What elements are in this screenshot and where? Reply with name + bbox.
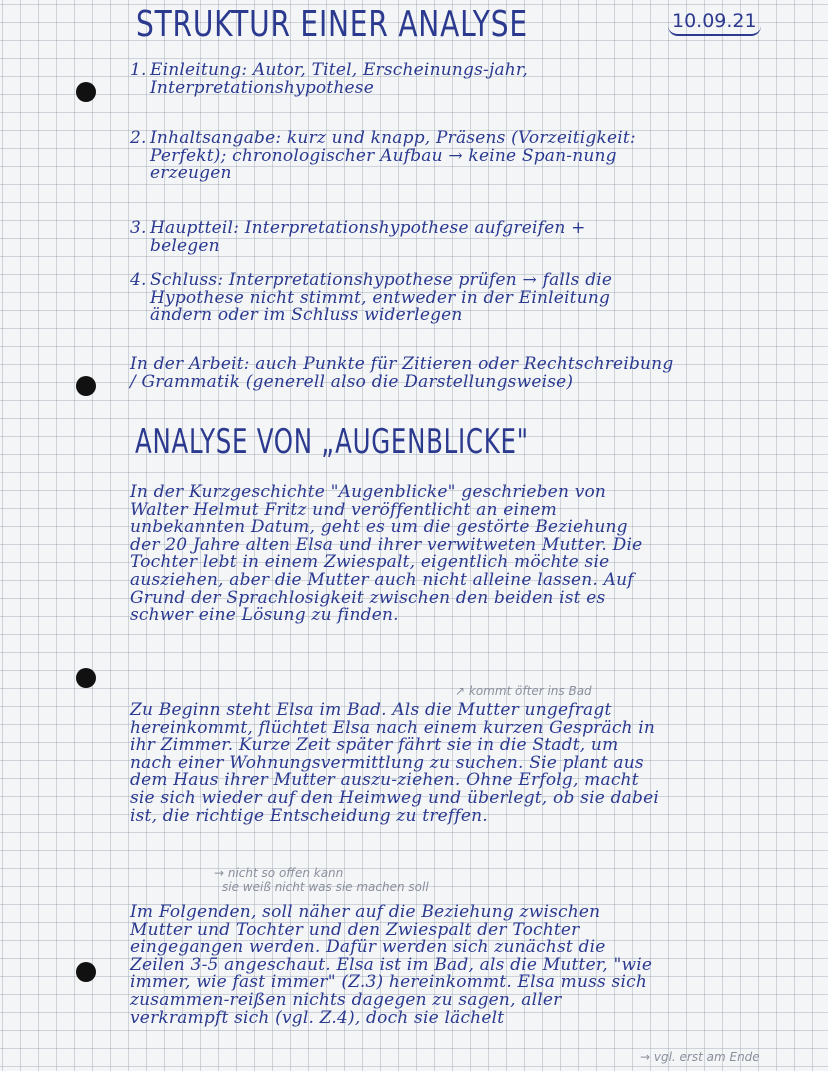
- date-label: 10.09.21: [668, 10, 761, 36]
- list-item-number: 4.: [130, 270, 147, 290]
- list-item-number: 1.: [130, 60, 147, 80]
- list-item: [130, 220, 650, 272]
- section-title: ANALYSE VON „AUGENBLICKE": [135, 422, 529, 462]
- exam-note: In der Arbeit: auch Punkte für Zitieren oder Rechtschreibung / Grammatik (generell also die Darstellungsweise): [130, 354, 674, 392]
- main-paragraph: Im Folgenden, soll näher auf die Beziehung zwischen Mutter und Tochter und den Zwiespalt der Tochter eingegangen werden. Dafür werden sich zunächst die Zeilen 3-5 angeschaut. Elsa ist im Bad, als die Mutter, "wie immer, wie fast immer" (Z.3) hereinkommt. Elsa muss sich zusammen-reißen nichts dagegen zu sagen, aller verkrampft sich (vgl. Z.4), doch sie lächelt: [130, 902, 653, 1028]
- margin-note: → vgl. erst am Ende: [640, 1050, 760, 1064]
- margin-note: sie weiß nicht was sie machen soll: [222, 880, 429, 894]
- list-item-text: Inhaltsangabe: kurz und knapp, Präsens (Vorzeitigkeit: Perfekt); chronologischer Aufbau → keine Span-nung erzeugen: [150, 128, 636, 184]
- list-item: [130, 62, 650, 130]
- list-item-number: 3.: [130, 218, 147, 238]
- margin-note: ↗ kommt öfter ins Bad: [455, 684, 592, 698]
- binder-hole: [76, 376, 96, 396]
- list-item: [130, 130, 650, 220]
- page-title: STRUKTUR EINER ANALYSE: [136, 4, 528, 45]
- binder-hole: [76, 82, 96, 102]
- binder-hole: [76, 668, 96, 688]
- structure-list: [130, 62, 650, 362]
- list-item-text: Schluss: Interpretationshypothese prüfen → falls die Hypothese nicht stimmt, entweder in der Einleitung ändern oder im Schluss widerlegen: [150, 270, 613, 326]
- margin-note: → nicht so offen kann: [214, 866, 344, 880]
- intro-paragraph: In der Kurzgeschichte "Augenblicke" geschrieben von Walter Helmut Fritz und veröffentlicht an einem unbekannten Datum, geht es um die gestörte Beziehung der 20 Jahre alten Elsa und ihrer verwitweten Mutter. Die Tochter lebt in einem Zwiespalt, eigentlich möchte sie ausziehen, aber die Mutter auch nicht alleine lassen. Auf Grund der Sprachlosigkeit zwischen den beiden ist es schwer eine Lösung zu finden.: [130, 482, 643, 626]
- list-item-number: 2.: [130, 128, 147, 148]
- list-item-text: Einleitung: Autor, Titel, Erscheinungs-jahr, Interpretationshypothese: [150, 60, 528, 98]
- list-item: [130, 272, 650, 362]
- binder-hole: [76, 962, 96, 982]
- list-item-text: Hauptteil: Interpretationshypothese aufgreifen + belegen: [150, 218, 586, 256]
- summary-paragraph: Zu Beginn steht Elsa im Bad. Als die Mutter ungefragt hereinkommt, flüchtet Elsa nach einem kurzen Gespräch in ihr Zimmer. Kurze Zeit später fährt sie in die Stadt, um nach einer Wohnungsvermittlung zu suchen. Sie plant aus dem Haus ihrer Mutter auszu-ziehen. Ohne Erfolg, macht sie sich wieder auf den Heimweg und überlegt, ob sie dabei ist, die richtige Entscheidung zu treffen.: [130, 700, 659, 826]
